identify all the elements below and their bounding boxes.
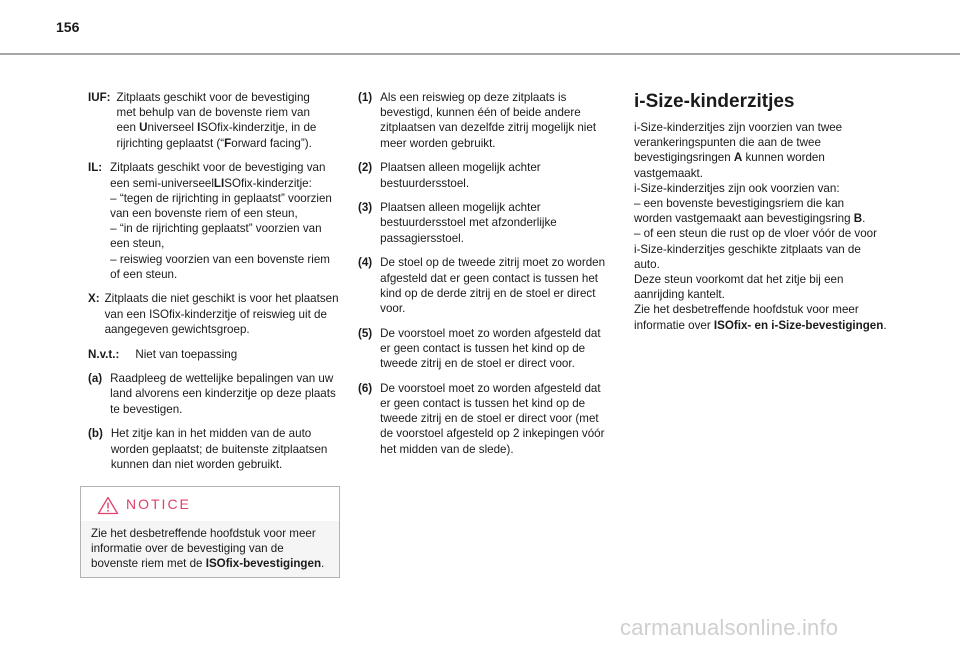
text-line (634, 135, 904, 150)
text-run: er geen contact is tussen het kind op de (380, 341, 586, 355)
bold-text: LI (213, 176, 225, 190)
text-run: van een ISOfix-kinderzitje of reiswieg uit de (104, 307, 327, 321)
legend-column (88, 90, 348, 481)
text-line (380, 215, 618, 230)
text-run: passagiersstoel. (380, 231, 464, 245)
text-line (380, 341, 618, 356)
text-line (634, 257, 904, 272)
legend-entry (88, 371, 348, 417)
text-run: het midden van de slede). (380, 442, 514, 456)
legend-entry (358, 90, 618, 151)
text-line (91, 526, 329, 541)
entry-term: X: (88, 292, 100, 306)
text-line (135, 347, 348, 362)
text-line (117, 136, 348, 151)
text-line (634, 318, 904, 333)
text-line (380, 105, 618, 120)
entry-term: IUF: (88, 91, 111, 104)
text-run: meer worden gebruikt. (380, 136, 496, 150)
text-line (634, 181, 904, 196)
entry-definition (110, 160, 348, 282)
footnotes-column (358, 90, 618, 466)
text-run: i-Size-kinderzitjes zijn voorzien van twee (634, 121, 843, 134)
text-line (380, 356, 618, 371)
legend-entry (88, 426, 348, 472)
text-run: bestuurdersstoel. (380, 176, 470, 190)
entry-term: (2) (358, 161, 373, 175)
text-line (111, 442, 348, 457)
text-run: Raadpleeg de wettelijke bepalingen van uw (110, 372, 334, 386)
text-line (380, 176, 618, 191)
entry-term: (6) (358, 381, 373, 395)
text-run: kind op de derde zitrij en de stoel er direct (380, 286, 596, 300)
text-line (111, 426, 348, 441)
legend-entry (88, 160, 348, 282)
text-run: zitplaatsen van dezelfde zitrij mogelijk niet (380, 121, 597, 135)
text-run: SOfix-kinderzitje, in de (200, 121, 317, 135)
entry-definition (380, 90, 618, 151)
text-line (380, 396, 618, 411)
text-line (110, 371, 348, 386)
text-run: informatie over (634, 318, 714, 332)
legend-entry (358, 326, 618, 372)
legend-entry (358, 255, 618, 316)
text-line (634, 150, 904, 165)
legend-entry (88, 291, 348, 337)
text-line (634, 196, 904, 211)
entry-term: (5) (358, 326, 373, 340)
text-run: auto. (634, 257, 660, 271)
entry-definition (380, 326, 618, 372)
text-run: – reiswieg voorzien van een bovenste riem (110, 252, 330, 266)
text-line (634, 302, 904, 317)
text-line (380, 381, 618, 396)
text-run: tweede zitrij en de stoel er direct voor (met (380, 412, 599, 426)
text-line (110, 386, 348, 401)
text-run: worden vastgemaakt aan bevestigingsring (634, 212, 854, 226)
entry-definition (380, 160, 618, 190)
text-run: er geen contact is tussen het kind op de (380, 396, 586, 410)
text-line (110, 236, 348, 251)
text-line (380, 120, 618, 135)
entry-term: N.v.t.: (88, 347, 120, 361)
text-line (380, 411, 618, 426)
text-line (110, 402, 348, 417)
text-line (634, 242, 904, 257)
text-run: aanrijding kantelt. (634, 288, 725, 302)
text-run: . (862, 212, 866, 226)
entry-term: (a) (88, 372, 103, 386)
text-run: i-Size-kinderzitjes geschikte zitplaats van de (634, 242, 861, 256)
text-run: SOfix-kinderzitje: (224, 176, 312, 190)
bold-text: B (853, 212, 863, 226)
text-line (110, 252, 348, 267)
text-line (634, 120, 904, 135)
text-run: land alvorens een kinderzitje op deze plaats (110, 387, 336, 401)
bold-text: I (197, 121, 201, 135)
text-run: Zitplaats die niet geschikt is voor het plaatsen (104, 292, 339, 306)
text-run: bestuurdersstoel met afzonderlijke (380, 216, 557, 230)
text-run: bevestigingsringen (634, 151, 734, 165)
text-line (380, 271, 618, 286)
notice-title: NOTICE (126, 496, 191, 512)
text-run: Plaatsen alleen mogelijk achter (380, 201, 541, 215)
isize-section (634, 90, 904, 333)
text-line (105, 322, 348, 337)
text-line (110, 176, 348, 191)
entry-definition (105, 291, 348, 337)
text-run: worden geplaatst; de buitenste zitplaatsen (110, 442, 328, 456)
bold-text: ISOfix-bevestigingen (205, 557, 322, 571)
text-run: de voorstoel afgesteld op 2 inkepingen vóór (380, 427, 605, 441)
text-line (91, 556, 329, 571)
notice-body (81, 521, 339, 577)
text-run: Het zitje kan in het midden van de auto (110, 427, 312, 441)
text-line (111, 457, 348, 472)
text-run: bovenste riem met de (91, 557, 206, 571)
text-run: vastgemaakt. (634, 166, 703, 180)
text-run: – “in de rijrichting geplaatst” voorzien van (110, 222, 322, 236)
legend-entry (358, 381, 618, 457)
text-run: Als een reiswieg op deze zitplaats is (380, 91, 567, 104)
entry-definition (135, 347, 348, 362)
legend-entry (358, 200, 618, 246)
text-run: van een bovenste riem of een steun, (110, 206, 298, 220)
entry-definition (380, 200, 618, 246)
text-run: kunnen dan niet worden gebruikt. (110, 457, 283, 471)
entry-term: (b) (88, 427, 103, 441)
text-line (110, 267, 348, 282)
text-run: orward facing”). (231, 136, 312, 150)
text-run: kunnen worden (742, 151, 825, 165)
text-line (91, 541, 329, 556)
text-run: Zitplaats geschikt voor de bevestiging van (110, 161, 326, 175)
page-number: 156 (56, 19, 80, 35)
text-line (380, 200, 618, 215)
text-run: met behulp van de bovenste riem van (116, 106, 310, 120)
legend-entry (88, 90, 348, 151)
text-line (634, 166, 904, 181)
text-line (117, 105, 348, 120)
text-line (380, 231, 618, 246)
entry-term: (3) (358, 201, 373, 215)
text-line (634, 211, 904, 226)
text-run: Plaatsen alleen mogelijk achter (380, 161, 541, 175)
entry-definition (111, 426, 348, 472)
text-line (634, 287, 904, 302)
header-rule (0, 53, 960, 55)
text-run: rijrichting geplaatst (“ (116, 136, 225, 150)
entry-term: (1) (358, 91, 373, 104)
text-line (110, 206, 348, 221)
section-title: i-Size-kinderzitjes (634, 91, 795, 112)
text-run: tweede zitrij en de stoel er direct voor. (380, 357, 575, 371)
text-line (380, 136, 618, 151)
text-line (110, 191, 348, 206)
text-run: Zie het desbetreffende hoofdstuk voor meer (634, 303, 859, 317)
notice-box (80, 486, 340, 578)
text-run: verankeringspunten die aan de twee (634, 136, 821, 150)
entry-definition (380, 255, 618, 316)
text-run: of een steun. (110, 267, 178, 281)
bold-text: ISOfix- en i-Size-bevestigingen (713, 318, 884, 332)
entry-definition (110, 371, 348, 417)
text-line (105, 307, 348, 322)
entry-term: IL: (88, 161, 103, 175)
entry-term: (4) (358, 256, 373, 270)
text-line (380, 326, 618, 341)
text-run: een steun, (110, 237, 165, 251)
entry-definition (380, 381, 618, 457)
text-line (380, 442, 618, 457)
text-run: – een bovenste bevestigingsriem die kan (634, 197, 845, 211)
notice-header (81, 487, 339, 521)
text-run: aangegeven gewichtsgroep. (104, 322, 250, 336)
text-run: Deze steun voorkomt dat het zitje bij een (634, 273, 844, 287)
text-run: informatie over de bevestiging van de (91, 542, 284, 556)
text-line (105, 291, 348, 306)
legend-entry (358, 160, 618, 190)
text-run: i-Size-kinderzitjes zijn ook voorzien van: (634, 181, 840, 195)
bold-text: F (224, 136, 232, 150)
text-run: afgesteld dat er geen contact is tussen het (380, 271, 599, 285)
text-line (117, 90, 348, 105)
entry-definition (117, 90, 348, 151)
text-run: De voorstoel moet zo worden afgesteld dat (380, 381, 601, 395)
text-run: Zitplaats geschikt voor de bevestiging (116, 91, 310, 104)
text-run: Niet van toepassing (135, 347, 238, 361)
text-run: Zie het desbetreffende hoofdstuk voor meer (91, 527, 316, 540)
text-run: De voorstoel moet zo worden afgesteld dat (380, 326, 601, 340)
text-line (380, 160, 618, 175)
text-line (380, 255, 618, 270)
text-run: bevestigd, kunnen één of beide andere (380, 106, 581, 120)
text-line (380, 301, 618, 316)
watermark: carmanualsonline.info (620, 615, 839, 640)
text-line (634, 226, 904, 241)
text-run: te bevestigen. (110, 402, 183, 416)
bold-text: A (733, 151, 743, 165)
warning-triangle-icon (97, 496, 119, 519)
legend-entry (88, 347, 348, 362)
isize-body (634, 120, 904, 333)
text-line (380, 90, 618, 105)
text-run: . (321, 557, 325, 571)
text-line (117, 120, 348, 135)
text-line (380, 426, 618, 441)
text-line (110, 160, 348, 175)
text-run: De stoel op de tweede zitrij moet zo worden (380, 256, 606, 270)
text-line (634, 272, 904, 287)
bold-text: U (139, 121, 148, 135)
text-run: niverseel (147, 121, 198, 135)
text-run: voor. (380, 301, 406, 315)
text-run: – of een steun die rust op de vloer vóór de voor (634, 227, 877, 241)
text-line (110, 221, 348, 236)
text-line (380, 286, 618, 301)
text-run: – “tegen de rijrichting in geplaatst” voorzien (110, 191, 332, 205)
text-run: een semi-universeel (110, 176, 214, 190)
text-run: een (116, 121, 140, 135)
text-run: . (883, 318, 887, 332)
